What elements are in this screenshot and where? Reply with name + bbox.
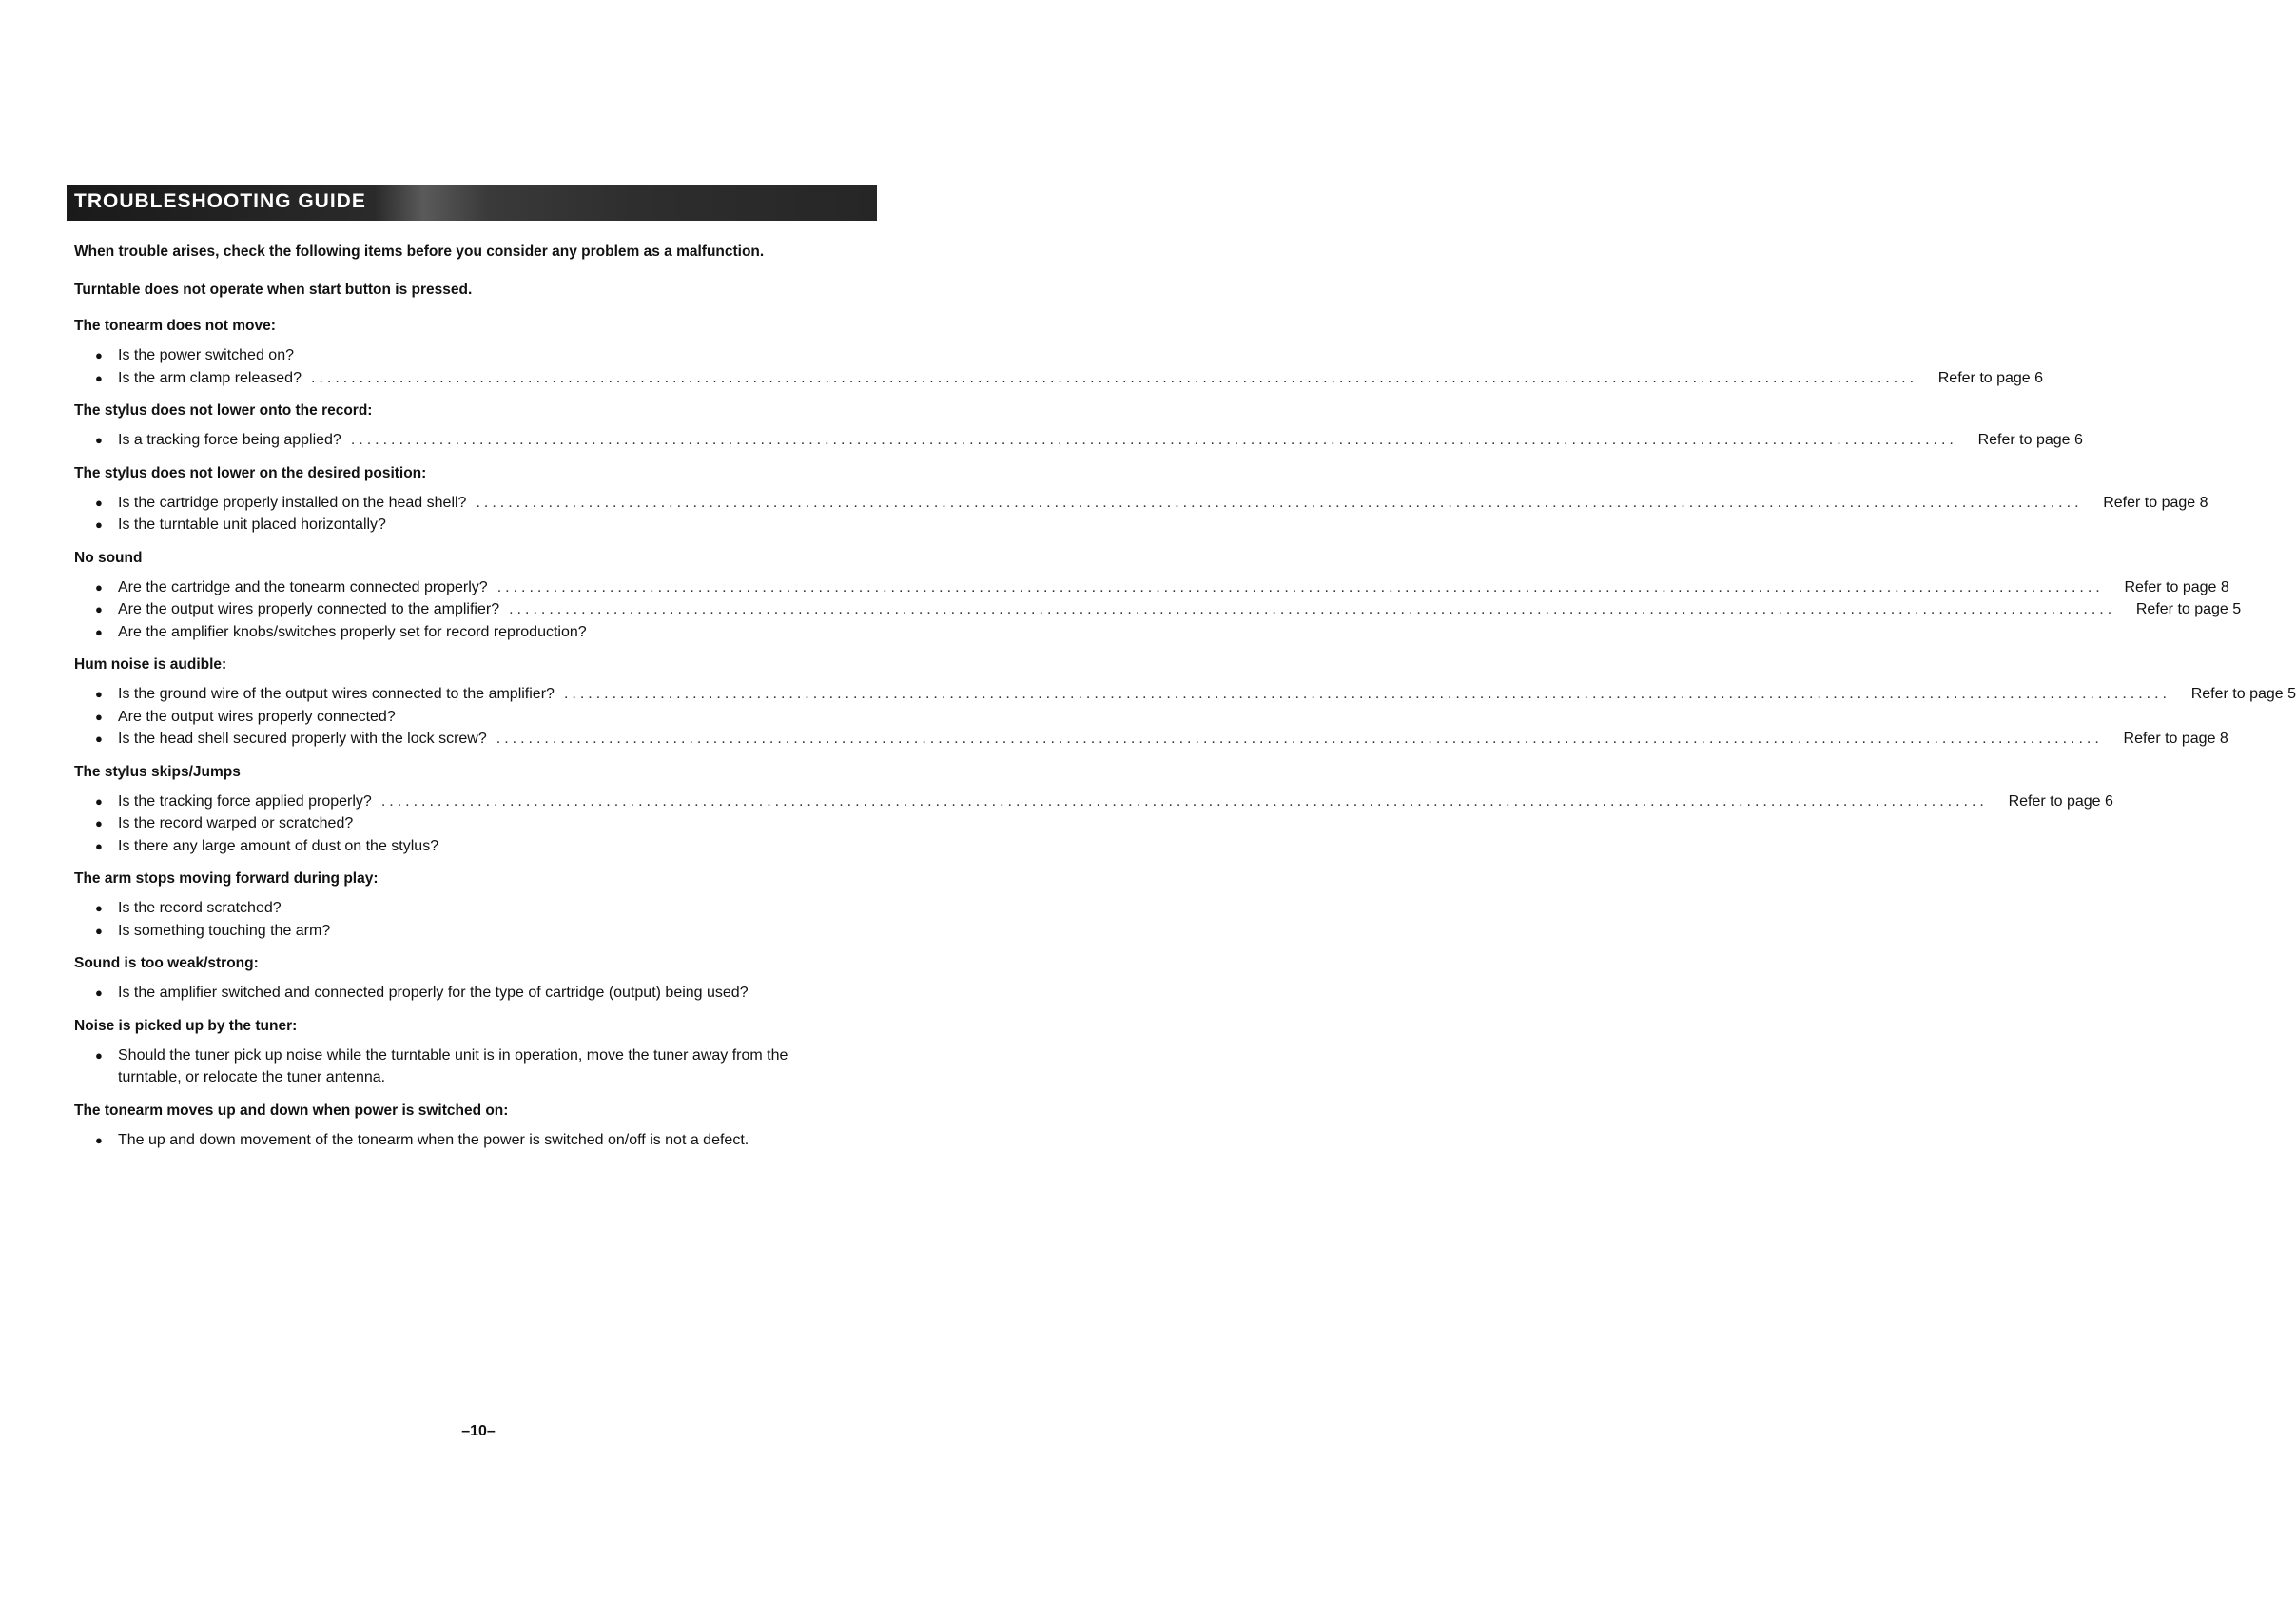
list-item: [74, 920, 883, 943]
section-title: The tonearm moves up and down when power is switched on:: [74, 1102, 509, 1119]
troubleshooting-section: [74, 464, 2208, 537]
bullet-icon: ●: [95, 986, 103, 1000]
dot-leader: ........................................................................................................................................................................................................: [563, 686, 2170, 702]
dot-leader: ........................................................................................................................................................................................................: [350, 432, 1957, 448]
page-reference: Refer to page 6: [2008, 792, 2113, 810]
check-list: [74, 492, 2208, 537]
troubleshooting-section: [74, 955, 883, 1005]
item-body: [118, 621, 883, 644]
check-list: [74, 1045, 883, 1089]
check-list: [74, 344, 2044, 389]
page-reference: Refer to page 6: [1937, 369, 2044, 386]
item-text: Is the arm clamp released?: [118, 369, 302, 386]
dot-leader: ........................................................................................................................................................................................................: [496, 731, 2103, 747]
bullet-icon: ●: [95, 370, 103, 385]
item-text: Is something touching the arm?: [118, 922, 331, 939]
page-reference: Refer to page 8: [2103, 494, 2208, 511]
list-item: [74, 982, 883, 1005]
bullet-icon: ●: [95, 495, 103, 510]
page-reference: Refer to page 6: [1977, 432, 2083, 448]
item-text: Is the ground wire of the output wires connected to the amplifier?: [118, 686, 555, 702]
troubleshooting-section: [74, 402, 2083, 452]
item-text: Are the amplifier knobs/switches properly set for record reproduction?: [118, 623, 587, 640]
section-title: Hum noise is audible:: [74, 656, 227, 673]
section-title: The stylus skips/Jumps: [74, 763, 241, 780]
item-text: Is the record warped or scratched?: [118, 815, 354, 831]
item-text: Is the power switched on?: [118, 347, 294, 363]
list-item: [74, 1045, 883, 1089]
bullet-icon: ●: [95, 816, 103, 830]
item-text: Is a tracking force being applied?: [118, 432, 341, 448]
troubleshooting-section: [74, 549, 2242, 644]
list-item: [74, 429, 2083, 452]
intro-text: When trouble arises, check the following items before you consider any problem as a malfunction.: [74, 244, 765, 260]
bullet-icon: ●: [95, 732, 103, 746]
item-body: [118, 920, 883, 943]
page-reference: Refer to page 8: [2123, 731, 2228, 747]
list-item: [74, 683, 2296, 706]
bullet-icon: ●: [95, 517, 103, 532]
list-item: [74, 897, 883, 920]
item-text: Are the output wires properly connected?: [118, 708, 396, 725]
item-text: The up and down movement of the tonearm when the power is switched on/off is not a defect.: [118, 1131, 749, 1148]
bullet-icon: ●: [95, 709, 103, 724]
list-item: [74, 728, 2228, 751]
item-text: Is the cartridge properly installed on the head shell?: [118, 494, 467, 511]
section-title: The stylus does not lower onto the record:: [74, 402, 373, 419]
list-item: [74, 621, 883, 644]
dot-leader: ........................................................................................................................................................................................................: [380, 792, 1988, 810]
dot-leader: ........................................................................................................................................................................................................: [310, 369, 1918, 386]
list-item: [74, 812, 883, 835]
section-title: The tonearm does not move:: [74, 318, 276, 334]
check-list: [74, 429, 2083, 452]
item-text: Should the tuner pick up noise while the turntable unit is in operation, move the tuner away from the turntable, or relocate the tuner antenna.: [118, 1046, 788, 1085]
item-body: [118, 835, 883, 858]
bullet-icon: ●: [95, 838, 103, 853]
item-body: [118, 1129, 883, 1152]
item-text: Are the output wires properly connected to the amplifier?: [118, 601, 500, 617]
item-text: Are the cartridge and the tonearm connected properly?: [118, 578, 488, 595]
troubleshooting-section: [74, 656, 2296, 751]
item-body: [118, 812, 883, 835]
item-body: [118, 706, 883, 729]
item-text: Is the record scratched?: [118, 900, 282, 916]
item-body: [118, 344, 883, 367]
item-body: [118, 791, 2113, 813]
page-reference: Refer to page 8: [2124, 578, 2229, 595]
item-text: Is there any large amount of dust on the stylus?: [118, 837, 439, 854]
list-item: [74, 706, 883, 729]
troubleshooting-section: [74, 870, 883, 942]
bullet-icon: ●: [95, 602, 103, 616]
check-list: [74, 576, 2242, 644]
bullet-icon: ●: [95, 1047, 103, 1063]
bullet-icon: ●: [95, 687, 103, 701]
bullet-icon: ●: [95, 348, 103, 362]
check-list: [74, 982, 883, 1005]
list-item: [74, 598, 2242, 621]
item-body: [118, 897, 883, 920]
troubleshooting-section: [74, 763, 2113, 858]
bullet-icon: ●: [95, 793, 103, 809]
page-number: –10–: [461, 1423, 496, 1439]
item-text: Is the amplifier switched and connected properly for the type of cartridge (output) being used?: [118, 985, 749, 1001]
dot-leader: ........................................................................................................................................................................................................: [496, 578, 2104, 595]
bullet-icon: ●: [95, 624, 103, 639]
item-body: [118, 367, 2043, 390]
list-item: [74, 1129, 883, 1152]
item-body: [118, 728, 2228, 751]
item-body: [118, 576, 2229, 599]
item-body: [118, 1045, 883, 1089]
check-list: [74, 791, 2113, 858]
list-item: [74, 576, 2229, 599]
list-item: [74, 492, 2208, 515]
item-body: [118, 982, 883, 1005]
bullet-icon: ●: [95, 923, 103, 938]
item-body: [118, 514, 883, 537]
bullet-icon: ●: [95, 433, 103, 447]
check-list: [74, 683, 2296, 751]
section-title: The stylus does not lower on the desired position:: [74, 464, 427, 481]
page-title: TROUBLESHOOTING GUIDE: [74, 190, 366, 212]
page-reference: Refer to page 5: [2135, 601, 2242, 617]
item-body: [118, 492, 2208, 515]
bullet-icon: ●: [95, 579, 103, 595]
bullet-icon: ●: [95, 901, 103, 915]
troubleshooting-section: [74, 318, 2044, 389]
section-title: No sound: [74, 549, 143, 566]
section-header-bar: [67, 185, 877, 221]
item-body: [118, 683, 2296, 706]
bullet-icon: ●: [95, 1132, 103, 1147]
item-text: Is the tracking force applied properly?: [118, 792, 372, 810]
item-text: Is the turntable unit placed horizontally?: [118, 517, 386, 533]
section-title: The arm stops moving forward during play:: [74, 870, 379, 887]
item-body: [118, 429, 2083, 452]
list-item: [74, 791, 2113, 813]
troubleshooting-section: [74, 1018, 883, 1089]
subheading: Turntable does not operate when start button is pressed.: [74, 282, 473, 298]
troubleshooting-section: [74, 1103, 883, 1152]
dot-leader: ........................................................................................................................................................................................................: [509, 601, 2116, 617]
item-body: [118, 598, 2241, 621]
page-reference: Refer to page 5: [2190, 686, 2296, 702]
list-item: [74, 514, 883, 537]
section-title: Noise is picked up by the tuner:: [74, 1017, 298, 1034]
list-item: [74, 344, 883, 367]
list-item: [74, 835, 883, 858]
dot-leader: ........................................................................................................................................................................................................: [476, 494, 2083, 511]
section-title: Sound is too weak/strong:: [74, 955, 259, 971]
item-text: Is the head shell secured properly with the lock screw?: [118, 731, 487, 747]
check-list: [74, 1129, 883, 1152]
check-list: [74, 897, 883, 942]
list-item: [74, 367, 2044, 390]
troubleshooting-sections: [74, 318, 2296, 1164]
